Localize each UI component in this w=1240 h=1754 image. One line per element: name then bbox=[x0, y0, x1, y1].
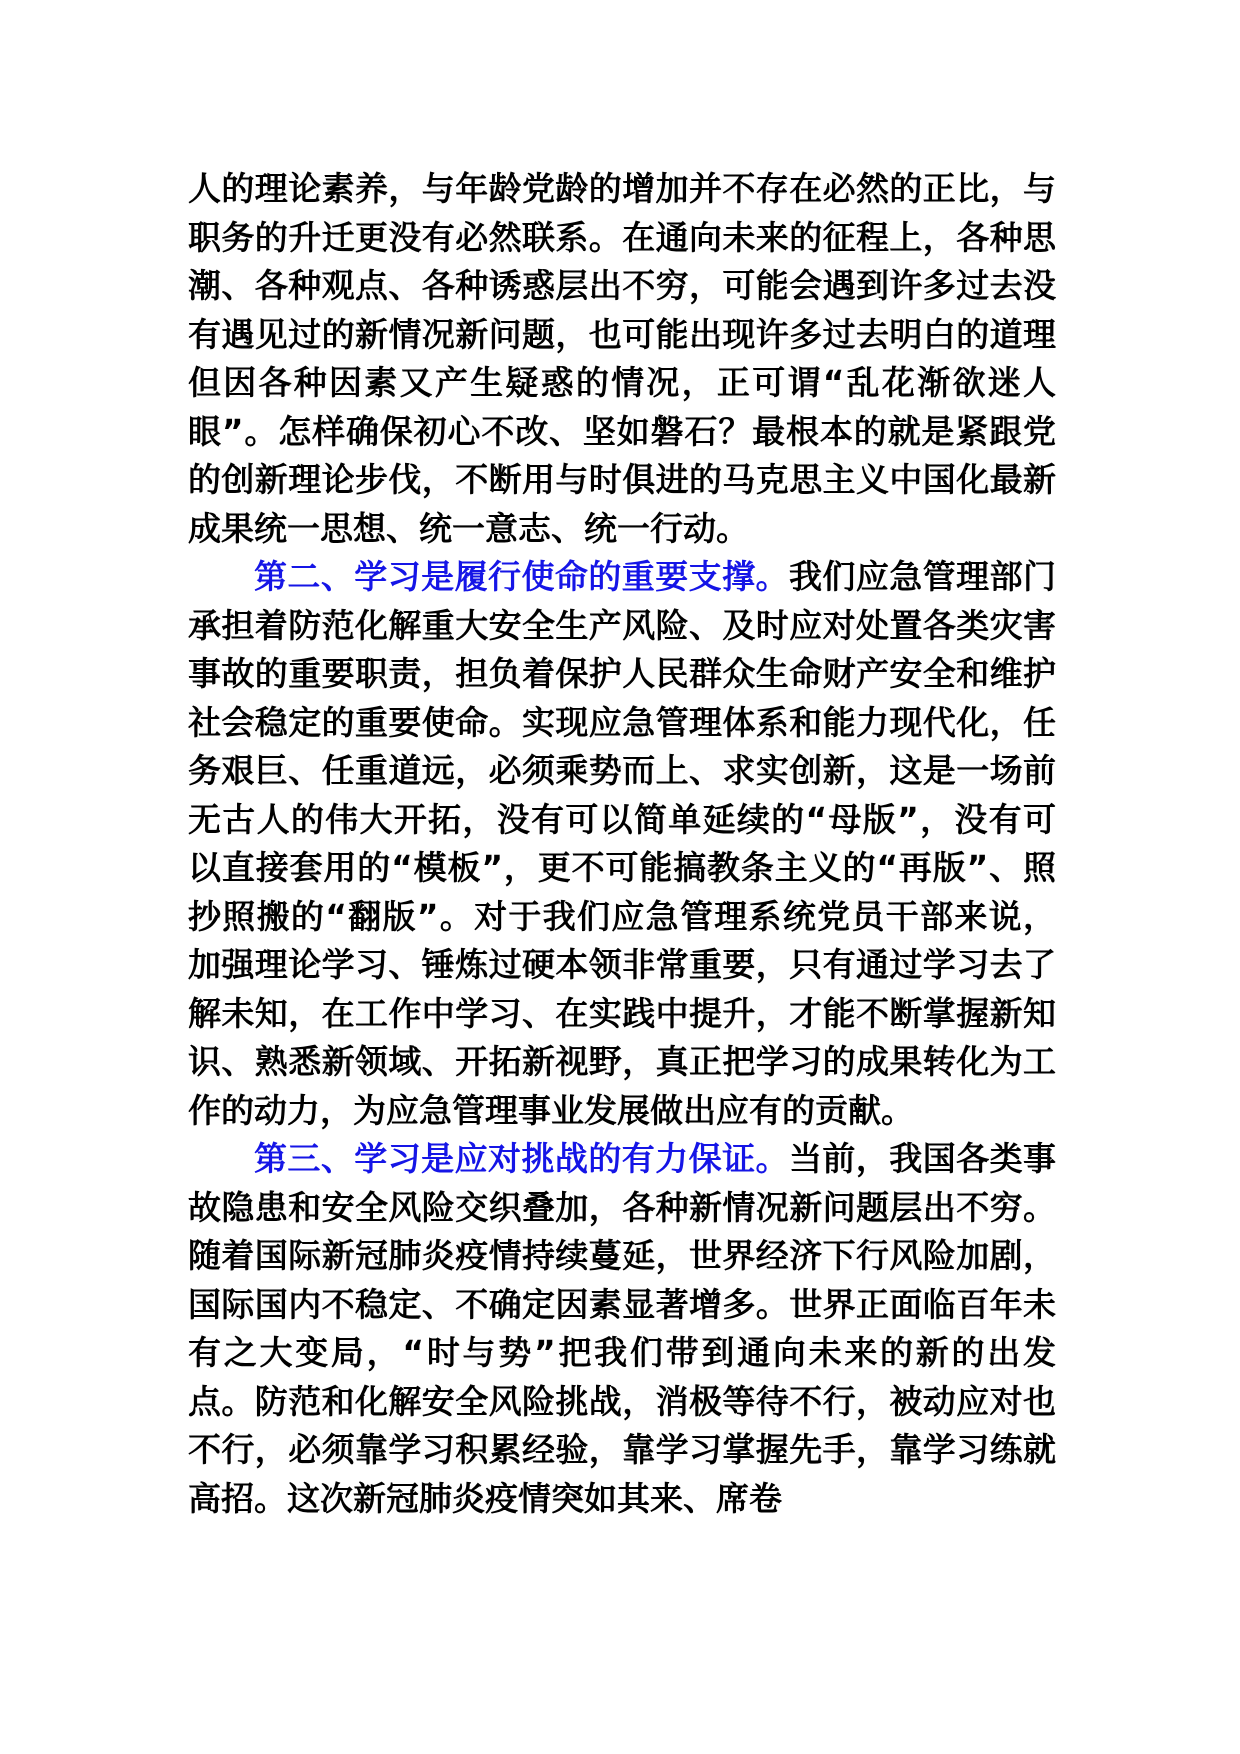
paragraph-text: 我们应急管理部门承担着防范化解重大安全生产风险、及时应对处置各类灾害事故的重要职责，担负着保护人民群众生命财产安全和维护社会稳定的重要使命。实现应急管理体系和能力现代化，任务艰巨、任重道远，必须乘势而上、求实创新，这是一场前无古人的伟大开拓，没有可以简单延续的“母版”，没有可以直接套用的“模板”，更不可能搞教条主义的“再版”、照抄照搬的“翻版”。对于我们应急管理系统党员干部来说，加强理论学习、锤炼过硬本领非常重要，只有通过学习去了解未知，在工作中学习、在实践中提升，才能不断掌握新知识、熟悉新领域、开拓新视野，真正把学习的成果转化为工作的动力，为应急管理事业发展做出应有的贡献。 bbox=[188, 557, 1057, 1130]
paragraph-heading: 第二、学习是履行使命的重要支撑。 bbox=[254, 557, 789, 596]
paragraph-third-point bbox=[188, 1135, 1056, 1523]
paragraph-text: 人的理论素养，与年龄党龄的增加并不存在必然的正比，与职务的升迁更没有必然联系。在通向未来的征程上，各种思潮、各种观点、各种诱惑层出不穷，可能会遇到许多过去没有遇见过的新情况新问题，也可能出现许多过去明白的道理但因各种因素又产生疑惑的情况，正可谓“乱花渐欲迷人眼”。怎样确保初心不改、坚如磐石？最根本的就是紧跟党的创新理论步伐，不断用与时俱进的马克思主义中国化最新成果统一思想、统一意志、统一行动。 bbox=[188, 169, 1056, 548]
paragraph-second-point bbox=[188, 553, 1056, 1135]
paragraph-continued bbox=[188, 165, 1056, 553]
document-body bbox=[188, 165, 1056, 1523]
paragraph-heading: 第三、学习是应对挑战的有力保证。 bbox=[254, 1139, 789, 1178]
paragraph-text: 当前，我国各类事故隐患和安全风险交织叠加，各种新情况新问题层出不穷。随着国际新冠肺炎疫情持续蔓延，世界经济下行风险加剧，国际国内不稳定、不确定因素显著增多。世界正面临百年未有之大变局，“时与势”把我们带到通向未来的新的出发点。防范和化解安全风险挑战，消极等待不行，被动应对也不行，必须靠学习积累经验，靠学习掌握先手，靠学习练就高招。这次新冠肺炎疫情突如其来、席卷 bbox=[188, 1139, 1057, 1518]
